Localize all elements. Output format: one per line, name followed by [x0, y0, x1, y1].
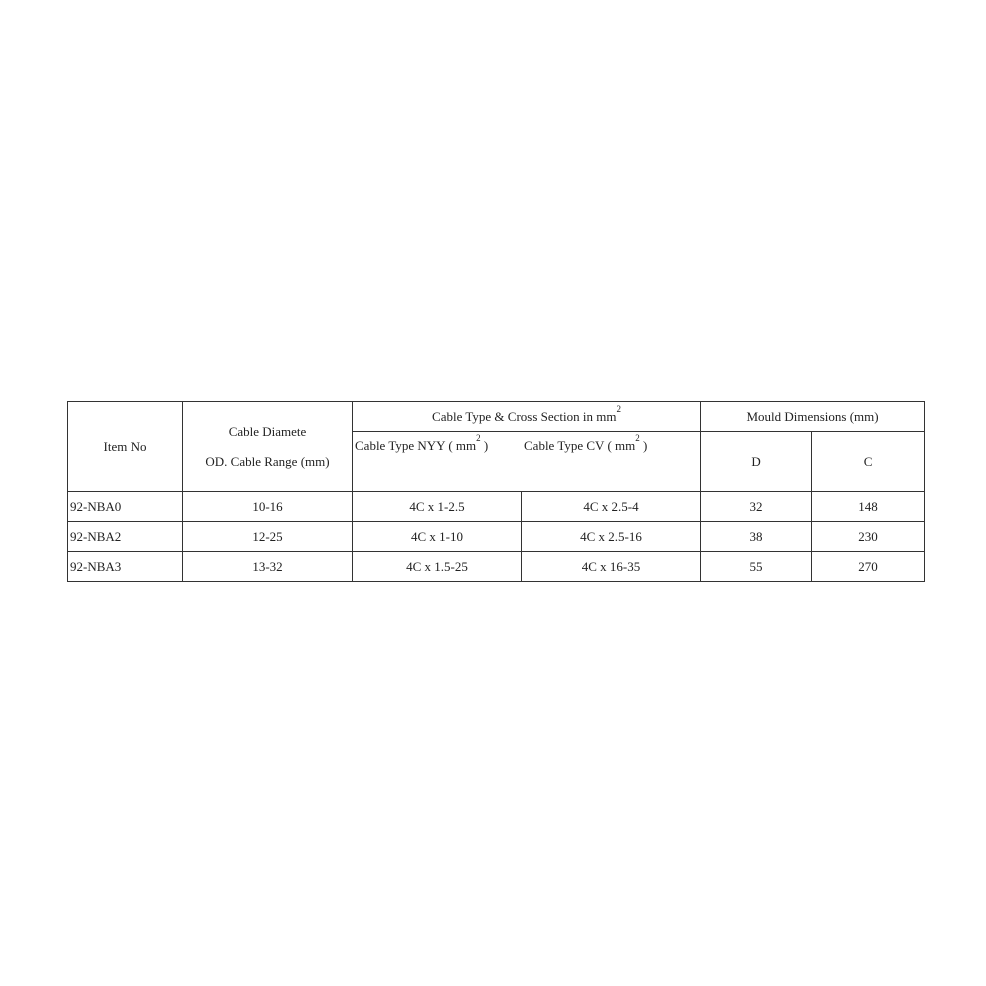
cell-cv: 4C x 2.5-4 [522, 492, 701, 522]
cell-d: 38 [701, 522, 812, 552]
cell-d: 55 [701, 552, 812, 582]
cable-spec-table [67, 401, 925, 582]
header-c: C [812, 432, 925, 492]
table-row [68, 552, 925, 582]
table-row [68, 492, 925, 522]
cell-c: 148 [812, 492, 925, 522]
header-cv: Cable Type CV ( $mm^2$ ) [524, 433, 648, 453]
cell-item-no: 92-NBA2 [68, 522, 183, 552]
header-d: D [701, 432, 812, 492]
header-cable-type-group: Cable Type & Cross Section in $mm^2$ [353, 402, 701, 432]
cell-item-no: 92-NBA3 [68, 552, 183, 582]
cable-diameter-label: Cable Diamete [228, 424, 307, 439]
header-mould-dimensions: Mould Dimensions (mm) [701, 402, 925, 432]
cell-nyy: 4C x 1-10 [353, 522, 522, 552]
cell-cv: 4C x 16-35 [522, 552, 701, 582]
cell-range: 13-32 [183, 552, 353, 582]
cell-d: 32 [701, 492, 812, 522]
header-cable-subtypes [353, 432, 701, 492]
cable-range-label: OD. Cable Range (mm) [205, 454, 330, 469]
cell-range: 12-25 [183, 522, 353, 552]
cell-cv: 4C x 2.5-16 [522, 522, 701, 552]
cell-nyy: 4C x 1.5-25 [353, 552, 522, 582]
cell-range: 10-16 [183, 492, 353, 522]
header-row-1 [68, 402, 925, 432]
cell-item-no: 92-NBA0 [68, 492, 183, 522]
header-nyy: Cable Type NYY ( $mm^2$ ) [355, 433, 489, 453]
cell-c: 230 [812, 522, 925, 552]
table-row [68, 522, 925, 552]
superscript: 2 [616, 403, 621, 414]
header-cable-diameter [183, 402, 353, 492]
header-item-no: Item No [68, 402, 183, 492]
cell-nyy: 4C x 1-2.5 [353, 492, 522, 522]
cell-c: 270 [812, 552, 925, 582]
